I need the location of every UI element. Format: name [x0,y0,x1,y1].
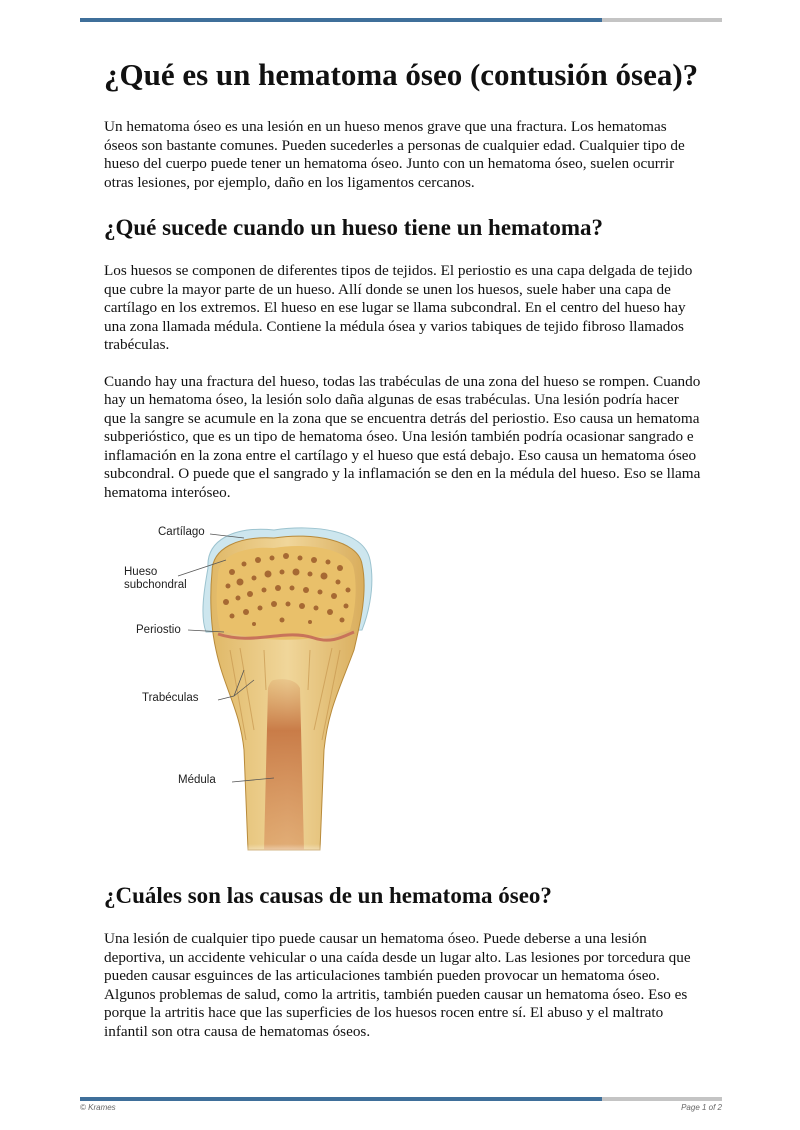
label-medulla: Médula [178,774,216,786]
footer-page-number: Page 1 of 2 [681,1103,722,1112]
section1-paragraph-2: Cuando hay una fractura del hueso, todas las trabéculas de una zona del hueso se rompen. Cuando hay un hematoma óseo, la lesión solo daña algunas de esas trabéculas. Una lesión podría hacer que la sangre se acumule en la zona que se encuentra detrás del periostio. Eso causa un hematoma subperióstico, que es un tipo de hematoma óseo. Una lesión también podría ocasionar sangrado e inflamación en la zona entre el cartílago y el hueso que está debajo. Eso causa un hematoma óseo subcondral. O puede que el sangrado y la inflamación se den en la médula del hueso. Eso se llama hematoma interóseo. [104,372,701,501]
label-periosteum: Periostio [136,624,181,636]
section-heading-causes: ¿Cuáles son las causas de un hematoma óseo? [104,883,552,908]
section1-paragraph-1: Los huesos se componen de diferentes tipos de tejidos. El periostio es una capa delgada de tejido que cubre la mayor parte de un hueso. Allí donde se unen los huesos, suele haber una capa de cartílago en los extremos. El hueso en ese lugar se llama subcondral. En el centro del hueso hay una zona llamada médula. Contiene la médula ósea y varios tabiques de tejido fibroso llamados trabéculas. [104,262,693,353]
article [104,56,704,1059]
label-trabeculae: Trabéculas [142,692,199,704]
page-title: ¿Qué es un hematoma óseo (contusión ósea)? [104,57,699,92]
label-subchondral-line1: Hueso [124,566,158,578]
section2-paragraph-1: Una lesión de cualquier tipo puede causar un hematoma óseo. Puede deberse a una lesión deportiva, un accidente vehicular o una caída desde un lugar alto. Las lesiones por torcedura que pueden causar esguinces de las articulaciones también pueden provocar un hematoma óseo. Algunos problemas de salud, como la artritis, también pueden causar un hematoma óseo. Eso es porque la artritis hace que las superficies de los huesos rocen entre sí. El abuso y el maltrato infantil son otra causa de hematomas óseos. [104,930,691,1040]
footer-copyright: © Krames [80,1103,116,1112]
footer-rule-accent [80,1097,602,1101]
header-rule-secondary [602,18,722,22]
section-heading-what-happens: ¿Qué sucede cuando un hueso tiene un hematoma? [104,215,604,240]
header-rule [80,18,722,22]
subchondral-region [217,546,356,640]
intro-paragraph: Un hematoma óseo es una lesión en un hueso menos grave que una fractura. Los hematomas óseos son bastante comunes. Pueden sucederles a personas de cualquier edad. Cualquier tipo de hueso del cuerpo puede tener un hematoma óseo. Junto con un hematoma óseo, suelen ocurrir otras lesiones, por ejemplo, daño en los ligamentos cercanos. [104,118,685,191]
label-subchondral-bone [124,566,187,592]
bone-diagram [114,520,414,860]
header-rule-accent [80,18,602,22]
footer-rule [80,1097,722,1101]
footer-rule-secondary [602,1097,722,1101]
label-cartilage: Cartílago [158,526,205,538]
label-subchondral-line2: subchondral [124,579,187,591]
